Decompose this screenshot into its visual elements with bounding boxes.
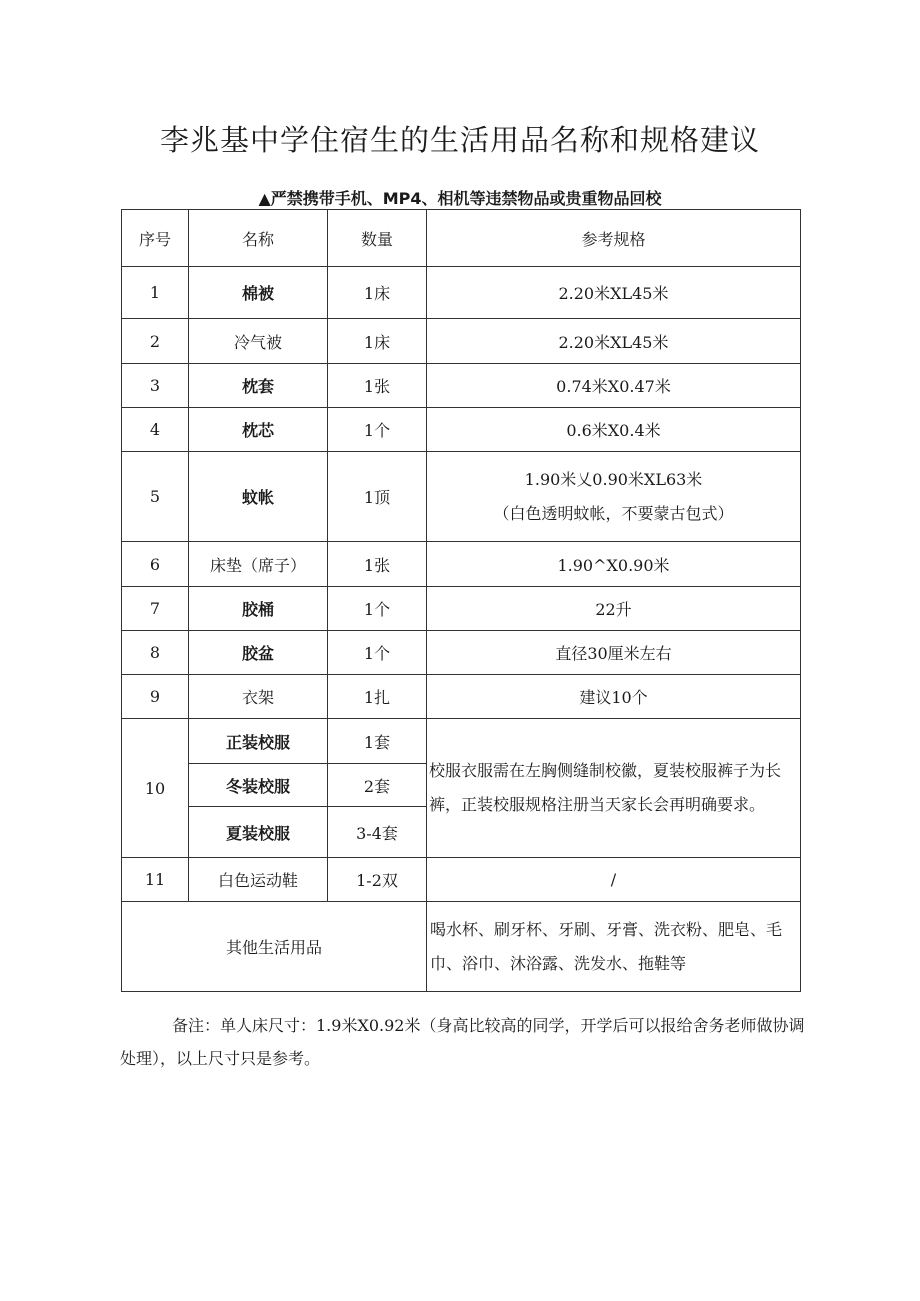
item-spec: 2.20米XL45米 [427,267,801,319]
item-name: 胶桶 [189,587,328,631]
row-number: 9 [122,675,189,719]
item-spec: 0.6米X0.4米 [427,408,801,452]
spec-line-note: （白色透明蚊帐，不要蒙古包式） [493,503,734,523]
table-row [122,631,801,675]
other-items-row [122,902,801,992]
item-spec: 0.74米X0.47米 [427,364,801,408]
item-name: 夏装校服 [189,807,328,858]
page-title: 李兆基中学住宿生的生活用品名称和规格建议 [159,123,760,157]
item-spec: 2.20米XL45米 [427,319,801,364]
table-row [122,858,801,902]
item-quantity: 1床 [328,267,427,319]
item-spec: 22升 [427,587,801,631]
item-name: 正装校服 [189,719,328,764]
header-name: 名称 [189,210,328,267]
row-number: 8 [122,631,189,675]
item-name: 枕芯 [189,408,328,452]
item-name: 枕套 [189,364,328,408]
row-number: 2 [122,319,189,364]
footnote-text: 备注：单人床尺寸：1.9米X0.92米（身高比较高的同学，开学后可以报给舍务老师做协调处理），以上尺寸只是参考。 [120,1016,805,1068]
item-quantity: 1床 [328,319,427,364]
item-quantity: 1个 [328,631,427,675]
item-quantity: 1套 [328,719,427,764]
item-name: 床垫（席子） [189,542,328,587]
item-quantity: 3-4套 [328,807,427,858]
supplies-table [121,209,801,992]
spec-line-size: 1.90米乂0.90米XL63米 [524,469,703,489]
item-name: 冬装校服 [189,764,328,807]
header-number: 序号 [122,210,189,267]
item-spec [427,452,801,542]
table-row [122,542,801,587]
item-spec: 1.90^X0.90米 [427,542,801,587]
row-number: 5 [122,452,189,542]
uniform-spec: 校服衣服需在左胸侧缝制校徽，夏装校服裤子为长裤，正装校服规格注册当天家长会再明确要求。 [427,719,801,858]
item-quantity: 1个 [328,587,427,631]
row-number: 4 [122,408,189,452]
table-row [122,452,801,542]
header-spec: 参考规格 [427,210,801,267]
item-name: 白色运动鞋 [189,858,328,902]
item-quantity: 1张 [328,542,427,587]
item-quantity: 1-2双 [328,858,427,902]
table-header-row [122,210,801,267]
item-quantity: 1张 [328,364,427,408]
table-row [122,587,801,631]
table-row [122,408,801,452]
other-items-list: 喝水杯、刷牙杯、牙刷、牙膏、洗衣粉、肥皂、毛巾、浴巾、沐浴露、洗发水、拖鞋等 [427,902,801,992]
uniform-row [122,719,801,764]
row-number: 6 [122,542,189,587]
item-quantity: 1个 [328,408,427,452]
item-name: 蚊帐 [189,452,328,542]
item-spec: / [427,858,801,902]
item-spec: 建议10个 [427,675,801,719]
row-number: 7 [122,587,189,631]
row-number: 1 [122,267,189,319]
item-quantity: 2套 [328,764,427,807]
item-name: 棉被 [189,267,328,319]
item-quantity: 1扎 [328,675,427,719]
table-row [122,675,801,719]
table-row [122,319,801,364]
table-row [122,364,801,408]
header-quantity: 数量 [328,210,427,267]
prohibition-warning: ▲严禁携带手机、MP4、相机等违禁物品或贵重物品回校 [258,189,662,208]
other-items-label: 其他生活用品 [122,902,427,992]
row-number: 10 [122,719,189,858]
item-name: 胶盆 [189,631,328,675]
item-spec: 直径30厘米左右 [427,631,801,675]
item-name: 冷气被 [189,319,328,364]
item-name: 衣架 [189,675,328,719]
item-quantity: 1顶 [328,452,427,542]
row-number: 3 [122,364,189,408]
table-row [122,267,801,319]
row-number: 11 [122,858,189,902]
footnote [120,1009,810,1075]
